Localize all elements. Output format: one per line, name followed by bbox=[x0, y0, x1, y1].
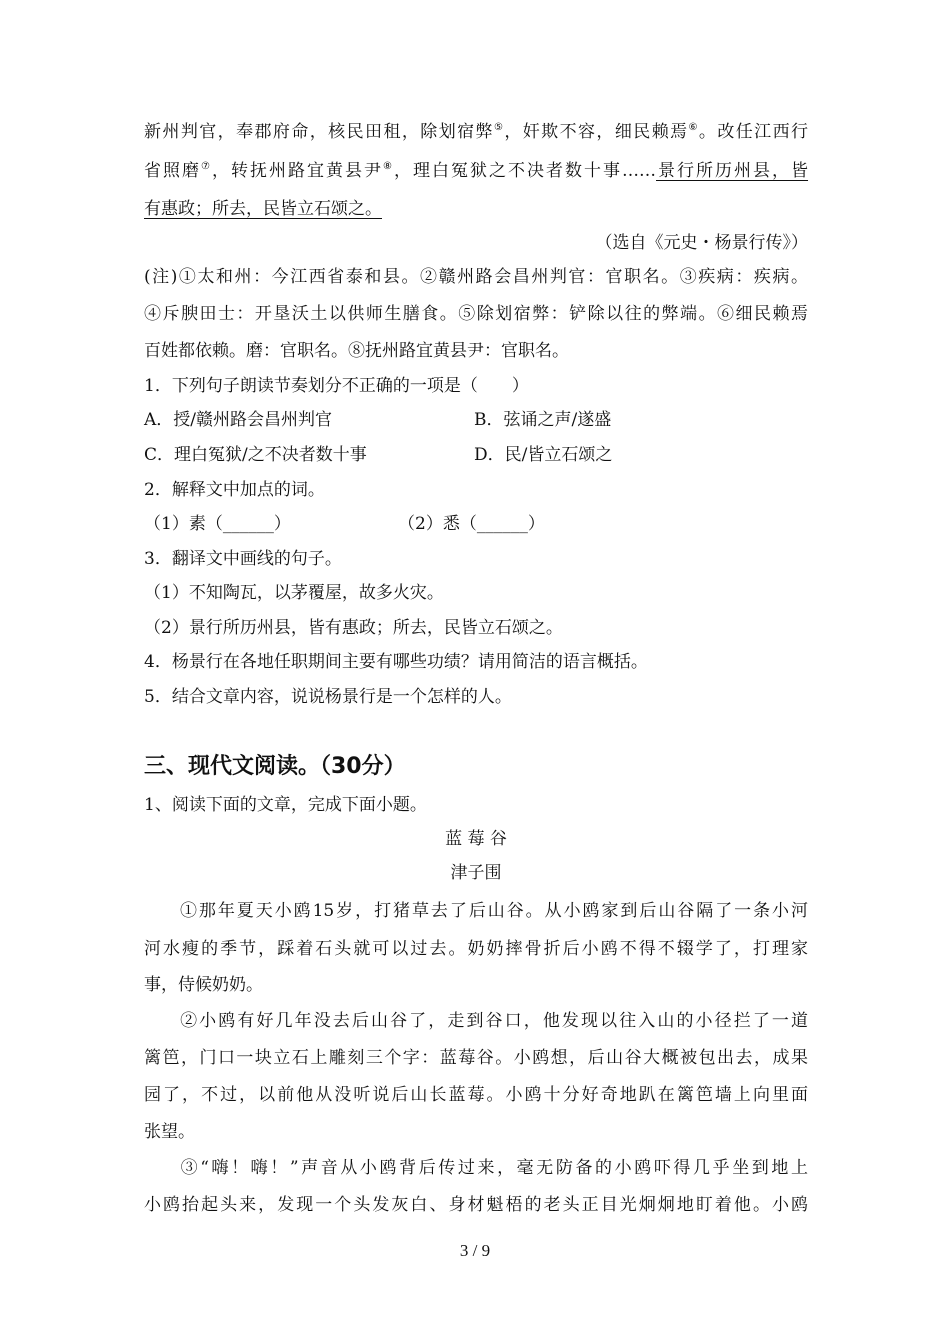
notes-line-1: (注)①太和州：今江西省泰和县。②赣州路会昌州判官：官职名。③疾病：疾病。 bbox=[144, 267, 808, 287]
paragraph-1-line-1: ①那年夏天小鸥15岁，打猪草去了后山谷。从小鸥家到后山谷隔了一条小河 bbox=[178, 901, 808, 921]
underlined-sentence-part2: 有惠政；所去，民皆立石颂之。 bbox=[144, 199, 382, 219]
question-1-option-c: C．理白冤狱/之不决者数十事 bbox=[144, 445, 367, 465]
section-instruction: 1、阅读下面的文章，完成下面小题。 bbox=[144, 795, 427, 815]
paragraph-2-line-2: 篱笆，门口一块立石上雕刻三个字：蓝莓谷。小鸥想，后山谷大概被包出去，成果 bbox=[144, 1048, 808, 1068]
question-5: 5．结合文章内容，说说杨景行是一个怎样的人。 bbox=[144, 687, 512, 707]
question-3-item-1: （1）不知陶瓦，以茅覆屋，故多火灾。 bbox=[144, 583, 444, 603]
paragraph-1-line-2: 河水瘦的季节，踩着石头就可以过去。奶奶摔骨折后小鸥不得不辍学了，打理家 bbox=[144, 939, 808, 959]
paragraph-3-line-2: 小鸥抬起头来，发现一个头发灰白、身材魁梧的老头正目光炯炯地盯着他。小鸥 bbox=[144, 1195, 808, 1215]
passage-source: （选自《元史・杨景行传》） bbox=[595, 233, 808, 253]
paragraph-2-line-4: 张望。 bbox=[144, 1122, 195, 1142]
underlined-sentence-part1: 景行所历州县，皆 bbox=[656, 161, 809, 181]
paragraph-2-line-3: 园了，不过，以前他从没听说后山长蓝莓。小鸥十分好奇地趴在篱笆墙上向里面 bbox=[144, 1085, 808, 1105]
paragraph-3-line-1: ③“嗨！嗨！”声音从小鸥背后传过来，毫无防备的小鸥吓得几乎坐到地上 bbox=[178, 1158, 808, 1178]
article-title: 蓝 莓 谷 bbox=[445, 829, 507, 849]
passage-line-2: 省照磨⑦，转抚州路宜黄县尹⑧，理白冤狱之不决者数十事……景行所历州县，皆 bbox=[144, 161, 809, 181]
question-2-item-2: （2）悉（______） bbox=[398, 514, 545, 534]
passage-line-3 bbox=[144, 198, 382, 220]
question-3: 3．翻译文中画线的句子。 bbox=[144, 549, 342, 569]
article-author: 津子围 bbox=[450, 863, 502, 883]
question-1-option-a: A．授/赣州路会昌州判官 bbox=[144, 410, 333, 430]
question-3-item-2: （2）景行所历州县，皆有惠政；所去，民皆立石颂之。 bbox=[144, 618, 563, 638]
notes-line-3: 百姓都依赖。磨：官职名。⑧抚州路宜黄县尹：官职名。 bbox=[144, 341, 569, 361]
paragraph-2-line-1: ②小鸥有好几年没去后山谷了，走到谷口，他发现以往入山的小径拦了一道 bbox=[178, 1011, 808, 1031]
question-2: 2．解释文中加点的词。 bbox=[144, 480, 325, 500]
question-1-option-d: D．民/皆立石颂之 bbox=[474, 445, 613, 465]
question-1-option-b: B．弦诵之声/遂盛 bbox=[474, 410, 612, 430]
question-4: 4．杨景行在各地任职期间主要有哪些功绩？请用简洁的语言概括。 bbox=[144, 652, 648, 672]
paragraph-1-line-3: 事，侍候奶奶。 bbox=[144, 975, 263, 995]
passage-line-1: 新州判官，奉郡府命，核民田租，除划宿弊⑤，奸欺不容，细民赖焉⑥。改任江西行 bbox=[144, 122, 809, 142]
section-heading: 三、现代文阅读。（30分） bbox=[144, 754, 406, 779]
question-1: 1．下列句子朗读节奏划分不正确的一项是（ ） bbox=[144, 376, 529, 396]
notes-line-2: ④斥腴田士：开垦沃土以供师生膳食。⑤除划宿弊：铲除以往的弊端。⑥细民赖焉 bbox=[144, 304, 808, 324]
page-number: 3 / 9 bbox=[459, 1241, 491, 1260]
question-2-item-1: （1）素（______） bbox=[144, 514, 291, 534]
